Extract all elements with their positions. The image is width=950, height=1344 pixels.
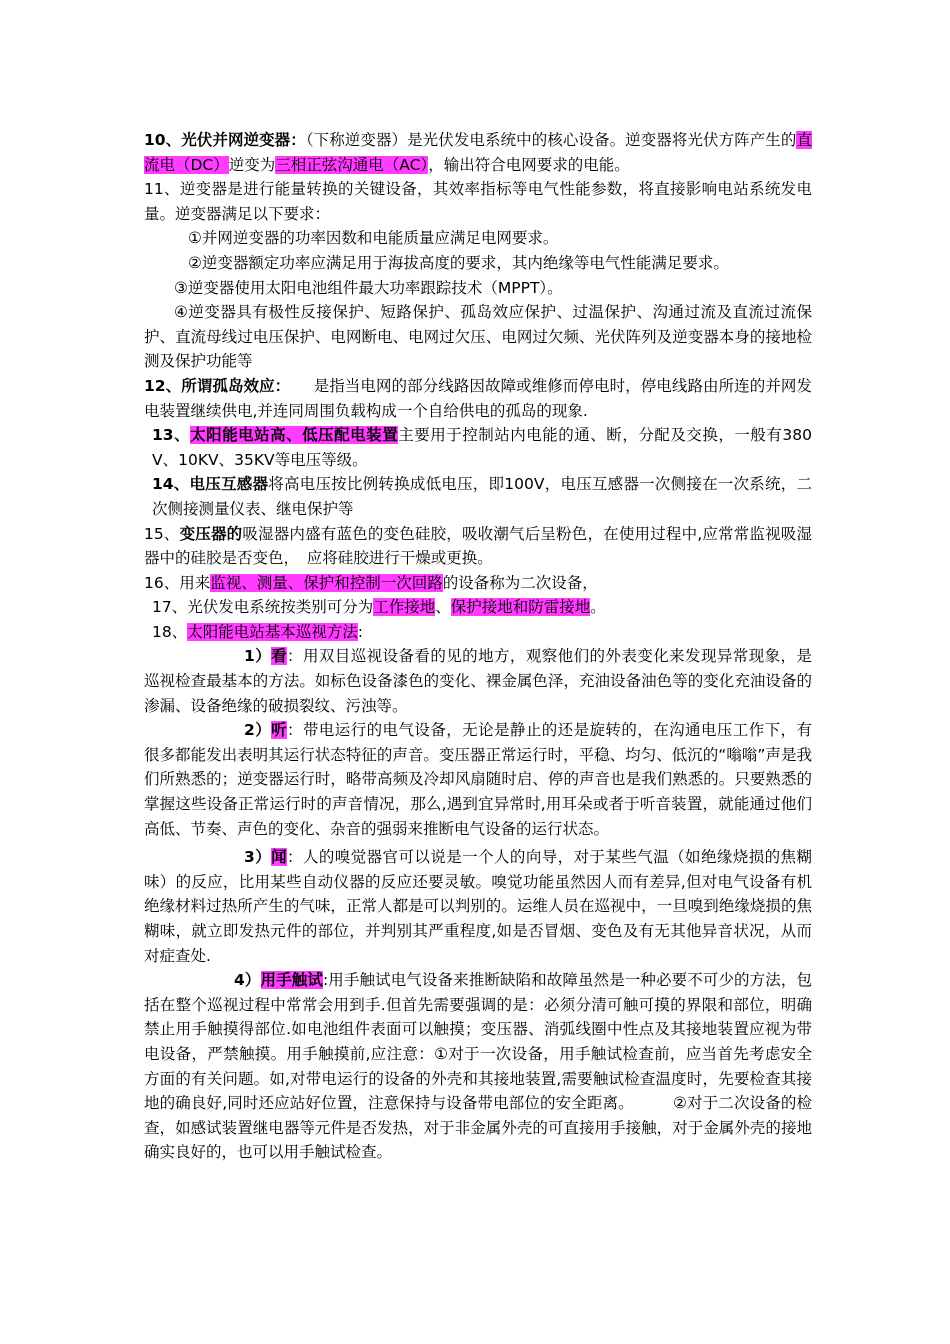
para-15 — [144, 522, 812, 571]
para-15-text: 吸湿器内盛有蓝色的变色硅胶，吸收潮气后呈粉色，在使用过程中,应常常监视吸湿器中的硅胶是否变色， 应将硅胶进行干燥或更换。 — [144, 524, 812, 568]
para-17-text1: 17、光伏发电系统按类别可分为 — [152, 598, 374, 617]
para-11: 11、逆变器是进行能量转换的关键设备，其效率指标等电气性能参数，将直接影响电站系统发电量。逆变器满足以下要求： — [144, 180, 812, 223]
para-17-highlight-2: 保护接地和防雷接地 — [450, 598, 591, 617]
para-10-highlight-dc: 直流电（DC） — [144, 131, 812, 174]
para-17-text3: 。 — [590, 598, 606, 617]
para-10-text2: 逆变为 — [228, 155, 276, 174]
method-look-text: ：用双目巡视设备看的见的地方，观察他们的外表变化来发现异常现象，是巡视检查最基本的方法。如标色设备漆色的变化、裸金属色泽，充油设备油色等的变化充油设备的渗漏、设备绝缘的破损裂纹、污浊等。 — [144, 647, 812, 715]
para-14-text: 将高电压按比例转换成低电压，即100V，电压互感器一次侧接在一次系统，二次侧接测量仪表、继电保护等 — [152, 475, 812, 518]
method-listen-num: 2） — [244, 721, 272, 740]
para-13-num: 13、 — [152, 426, 191, 445]
para-14-term: 14、电压互感器 — [152, 475, 269, 494]
para-14 — [144, 472, 812, 521]
para-10-num: 10、 — [144, 131, 182, 149]
para-10-text3: ，输出符合电网要求的电能。 — [428, 155, 630, 174]
method-touch — [144, 968, 812, 1165]
method-smell-num: 3） — [244, 848, 272, 867]
method-look-num: 1） — [244, 647, 272, 666]
para-18-highlight: 太阳能电站基本巡视方法 — [187, 622, 358, 641]
para-18 — [144, 620, 812, 645]
method-look-highlight: 看 — [271, 647, 288, 666]
method-touch-num: 4） — [234, 971, 261, 990]
para-12-term: 12、所谓孤岛效应： — [144, 376, 283, 395]
requirement-1: ①并网逆变器的功率因数和电能质量应满足电网要求。 — [188, 229, 559, 248]
requirement-3: ③逆变器使用太阳电池组件最大功率跟踪技术（MPPT）。 — [174, 278, 563, 297]
para-17-highlight-1: 工作接地 — [373, 598, 436, 617]
para-16-highlight: 监视、测量、保护和控制一次回路 — [210, 573, 443, 592]
para-10 — [144, 128, 812, 177]
document-body — [144, 128, 812, 1165]
para-18-num: 18、 — [152, 622, 188, 641]
requirement-4: ④逆变器具有极性反接保护、短路保护、孤岛效应保护、过温保护、沟通过流及直流过流保护、直流母线过电压保护、电网断电、电网过欠压、电网过欠频、光伏阵列及逆变器本身的接地检测及保护功能等 — [144, 303, 812, 371]
para-13-text: 主要用于控制站内电能的通、断，分配及交换，一般有380V、10KV、35KV等电压等级。 — [152, 426, 812, 469]
para-13-highlight: 太阳能电站高、低压配电装置 — [190, 426, 399, 445]
method-listen — [144, 718, 812, 841]
requirement-2: ②逆变器额定功率应满足用于海拔高度的要求，其内绝缘等电气性能满足要求。 — [188, 253, 729, 272]
method-touch-text: :用手触试电气设备来推断缺陷和故障虽然是一种必要不可少的方法，包括在整个巡视过程中常常会用到手.但首先需要强调的是：必须分清可触可摸的界限和部位，明确禁止用手触摸得部位.如电池组件表面可以触摸；变压器、消弧线圈中性点及其接地装置应视为带电设备，严禁触摸。用手触摸前,应注意：①对于一次设备，用手触试检查前，应当首先考虑安全方面的有关问题。如,对带电运行的设备的外壳和其接地装置,需要触试检查温度时，先要检查其接地的确良好,同时还应站好位置，注意保持与设备带电部位的安全距离。 ②对于二次设备的检查，如感试装置继电器等元件是否发热，对于非金属外壳的可直接用手接触，对于金属外壳的接地确实良好的，也可以用手触试检查。 — [144, 971, 812, 1162]
method-touch-highlight: 用手触试 — [260, 971, 323, 990]
para-16-text2: 的设备称为二次设备， — [442, 573, 598, 592]
para-15-num: 15、 — [144, 524, 180, 543]
para-13 — [144, 423, 812, 472]
method-smell-text: ：人的嗅觉器官可以说是一个人的向导，对于某些气温（如绝缘烧损的焦糊味）的反应，比用某些自动仪器的反应还要灵敏。嗅觉功能虽然因人而有差异,但对电气设备有机绝缘材料过热所产生的气味，正常人都是可以判别的。运维人员在巡视中，一旦嗅到绝缘烧损的焦糊味，就立即发热元件的部位，并判别其严重程度,如是否冒烟、变色及有无其他异音状况，从而对症查处. — [144, 848, 812, 965]
para-16 — [144, 571, 812, 596]
para-12-text: 是指当电网的部分线路因故障或维修而停电时，停电线路由所连的并网发电装置继续供电,并连同周围负载构成一个自给供电的孤岛的现象. — [144, 376, 812, 420]
para-15-term: 变压器的 — [179, 524, 243, 543]
method-listen-highlight: 听 — [271, 721, 288, 740]
para-17-text2: 、 — [435, 598, 451, 617]
method-look — [144, 644, 812, 718]
para-18-text: : — [357, 622, 363, 641]
para-10-term: 光伏并网逆变器： — [181, 131, 306, 149]
para-16-text1: 16、用来 — [144, 573, 211, 592]
method-smell — [144, 845, 812, 968]
method-listen-text: ：带电运行的电气设备，无论是静止的还是旋转的，在沟通电压工作下，有很多都能发出表明其运行状态特征的声音。变压器正常运行时，平稳、均匀、低沉的“嗡嗡”声是我们所熟悉的；逆变器运行时，略带高频及冷却风扇随时启、停的声音也是我们熟悉的。只要熟悉的掌握这些设备正常运行时的声音情况，那么,遇到宜异常时,用耳朵或者于听音装置，就能通过他们高低、节奏、声色的变化、杂音的强弱来推断电气设备的运行状态。 — [144, 721, 812, 838]
para-17 — [144, 595, 812, 620]
para-12 — [144, 374, 812, 423]
para-10-highlight-ac: 三相正弦沟通电（AC） — [275, 155, 429, 174]
para-10-text1: （下称逆变器）是光伏发电系统中的核心设备。逆变器将光伏方阵产生的 — [305, 131, 797, 149]
method-smell-highlight: 闻 — [271, 848, 288, 867]
